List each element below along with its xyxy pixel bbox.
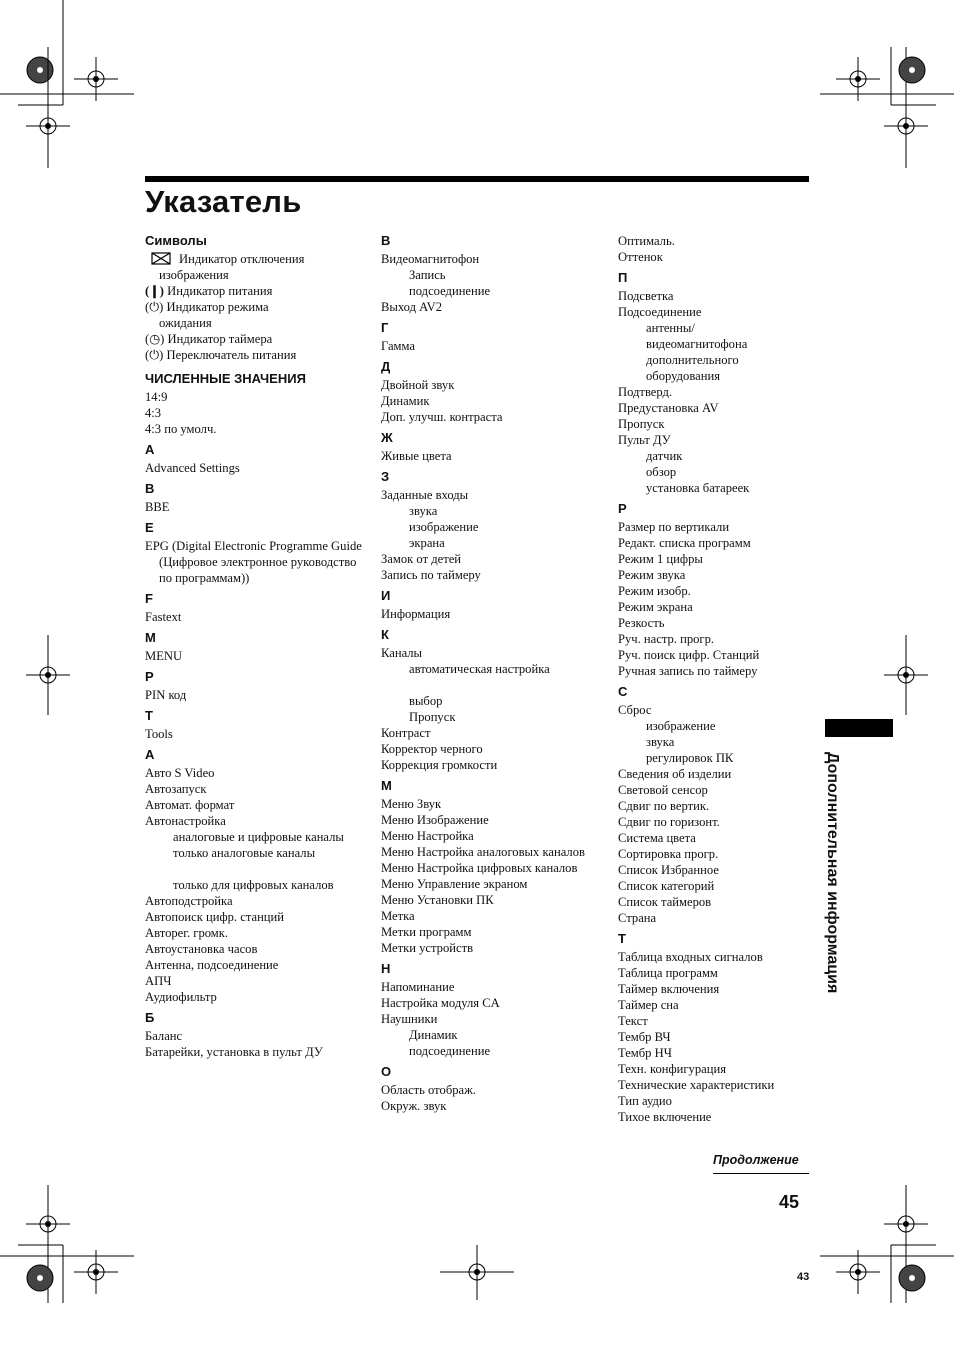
index-entry: Авто S Video <box>145 766 215 780</box>
index-entry: Оптималь. <box>618 234 675 248</box>
index-entry: Выход AV2 <box>381 300 443 314</box>
power-indicator-icon: (❙) <box>145 284 164 298</box>
index-entry: Доп. улучш. контраста <box>381 410 503 424</box>
top-left-mark <box>0 0 134 168</box>
index-entry: Каналы <box>381 646 423 660</box>
section-heading: F <box>145 591 153 606</box>
index-subentry: антенны/ видеомагнитофона <box>646 321 748 351</box>
index-entry: Наушники <box>381 1012 438 1026</box>
index-entry: Ручная запись по таймеру <box>618 664 758 678</box>
index-entry: Fastext <box>145 610 182 624</box>
index-entry: Двойной звук <box>381 378 455 392</box>
section-heading: З <box>381 469 390 484</box>
index-entry: Таблица входных сигналов <box>618 950 763 964</box>
bottom-left-mark <box>0 1185 134 1303</box>
section-heading: И <box>381 588 391 603</box>
index-entry: Информация <box>381 607 451 621</box>
page-title: Указатель <box>145 184 302 219</box>
index-entry: Меню Изображение <box>381 813 489 827</box>
index-entry: Сведения об изделии <box>618 767 732 781</box>
index-subentry: подсоединение <box>409 284 491 298</box>
index-entry: Меню Звук <box>381 797 442 811</box>
index-subentry: установка батареек <box>646 481 750 495</box>
section-tab <box>825 719 893 737</box>
index-entry: MENU <box>145 649 183 663</box>
section-heading: С <box>618 684 628 699</box>
index-entry: Подсоединение <box>618 305 702 319</box>
index-entry: Батарейки, установка в пульт ДУ <box>145 1045 323 1059</box>
right-middle-mark <box>884 635 928 715</box>
index-subentry: Динамик <box>409 1028 458 1042</box>
power-switch-icon: (⏻) <box>145 348 164 362</box>
index-entry: Режим звука <box>618 568 686 582</box>
section-heading: B <box>145 481 155 496</box>
index-entry: Напоминание <box>381 980 455 994</box>
index-entry: Технические характеристики <box>618 1078 775 1092</box>
section-heading: П <box>618 270 628 285</box>
index-entry: Руч. настр. прогр. <box>618 632 715 646</box>
index-subentry: Запись <box>409 268 446 282</box>
index-entry: Редакт. списка программ <box>618 536 751 550</box>
index-entry: Пульт ДУ <box>618 433 671 447</box>
index-entry: Световой сенсор <box>618 783 708 797</box>
section-heading: P <box>145 669 154 684</box>
index-entry: Настройка модуля CA <box>381 996 500 1010</box>
index-entry: Режим экрана <box>618 600 693 614</box>
index-column-2 <box>381 233 606 1114</box>
index-entry: Оттенок <box>618 250 663 264</box>
index-subentry: изображение экрана <box>409 520 479 550</box>
index-entry: Режим изобр. <box>618 584 691 598</box>
index-entry: Таблица программ <box>618 966 718 980</box>
index-entry: Автонастройка <box>145 814 226 828</box>
index-entry: 4:3 <box>145 406 162 420</box>
index-entry: Метки программ <box>381 925 472 939</box>
index-entry: Метка <box>381 909 415 923</box>
bottom-right-mark <box>820 1185 954 1303</box>
index-entry: Область отображ. <box>381 1083 476 1097</box>
section-heading: Г <box>381 320 389 335</box>
index-subentry: выбор <box>409 694 443 708</box>
index-entry: Страна <box>618 911 657 925</box>
section-heading: Б <box>145 1010 155 1025</box>
index-entry: Тип аудио <box>618 1094 672 1108</box>
index-entry: Сдвиг по вертик. <box>618 799 710 813</box>
index-entry-cont: ожидания <box>159 316 212 330</box>
section-heading: К <box>381 627 389 642</box>
index-entry-cont: изображения <box>159 268 229 282</box>
index-entry: BBE <box>145 500 170 514</box>
section-heading: E <box>145 520 154 535</box>
index-entry: Гамма <box>381 339 415 353</box>
page-number: 45 <box>779 1192 800 1212</box>
index-entry: Список категорий <box>618 879 715 893</box>
index-entry: Автозапуск <box>145 782 207 796</box>
index-entry: Система цвета <box>618 831 696 845</box>
index-subentry: автоматическая настройка <box>409 662 550 676</box>
index-entry: EPG (Digital Electronic Programme Guide (Цифровое электронное руководство по программам)) <box>145 539 362 585</box>
index-entry: Пропуск <box>618 417 665 431</box>
index-subentry: дополнительного оборудования <box>646 353 739 383</box>
index-entry: Динамик <box>381 394 430 408</box>
index-entry: Автоустановка часов <box>145 942 258 956</box>
section-heading: T <box>145 708 153 723</box>
index-entry: Тихое включение <box>618 1110 712 1124</box>
index-subentry: Пропуск <box>409 710 456 724</box>
index-entry: Автопоиск цифр. станций <box>145 910 285 924</box>
index-entry: Tools <box>145 727 173 741</box>
continued-underline <box>713 1173 809 1174</box>
picture-off-icon <box>151 252 171 265</box>
section-heading-symbols: Символы <box>145 233 207 248</box>
section-heading: A <box>145 442 155 457</box>
index-entry: Баланс <box>145 1029 183 1043</box>
index-entry: Таймер включения <box>618 982 720 996</box>
section-heading: Д <box>381 359 391 374</box>
index-entry: Сдвиг по горизонт. <box>618 815 720 829</box>
index-entry: Окруж. звук <box>381 1099 447 1113</box>
index-entry: Резкость <box>618 616 665 630</box>
index-entry: Advanced Settings <box>145 461 240 475</box>
index-subentry: изображение <box>646 719 716 733</box>
bottom-center-mark <box>440 1245 514 1300</box>
index-entry: Тембр НЧ <box>618 1046 672 1060</box>
section-heading: Т <box>618 931 626 946</box>
index-subentry: только для цифровых каналов <box>173 878 334 892</box>
index-entry: Сортировка прогр. <box>618 847 719 861</box>
section-heading: М <box>381 778 392 793</box>
index-entry: Авторег. громк. <box>145 926 229 940</box>
index-entry: Размер по вертикали <box>618 520 730 534</box>
index-subentry: звука <box>646 735 675 749</box>
continued-label: Продолжение <box>713 1153 799 1167</box>
section-heading: А <box>145 747 155 762</box>
index-entry: АПЧ <box>145 974 172 988</box>
index-entry: Меню Управление экраном <box>381 877 528 891</box>
index-subentry: обзор <box>646 465 677 479</box>
index-entry: Предустановка AV <box>618 401 719 415</box>
timer-icon: (◷) <box>145 332 165 346</box>
index-entry: Автомат. формат <box>145 798 235 812</box>
index-column-1 <box>145 233 370 1060</box>
index-entry: (⏻) Переключатель питания <box>145 348 297 362</box>
index-entry: Список Избранное <box>618 863 719 877</box>
index-entry: Сброс <box>618 703 652 717</box>
index-entry: Замок от детей <box>381 552 462 566</box>
index-entry: Контраст <box>381 726 431 740</box>
index-entry: Индикатор отключения <box>145 251 370 267</box>
index-entry: Подсветка <box>618 289 674 303</box>
index-entry: Текст <box>618 1014 648 1028</box>
index-entry: Техн. конфигурация <box>618 1062 727 1076</box>
section-heading: Ж <box>381 430 393 445</box>
index-subentry: регулировок ПК <box>646 751 734 765</box>
section-side-label: Дополнительная информация <box>824 752 841 994</box>
title-rule <box>145 176 809 182</box>
index-entry: 14:9 <box>145 390 168 404</box>
index-entry: Автоподстройка <box>145 894 233 908</box>
index-entry: Аудиофильтр <box>145 990 217 1004</box>
index-subentry: аналоговые и цифровые каналы <box>173 830 344 844</box>
index-entry: Список таймеров <box>618 895 712 909</box>
index-entry: Таймер сна <box>618 998 679 1012</box>
index-entry: (◷) Индикатор таймера <box>145 332 273 346</box>
index-entry: Заданные входы <box>381 488 469 502</box>
print-page-number: 43 <box>797 1271 810 1283</box>
section-heading: Р <box>618 501 627 516</box>
left-middle-mark <box>26 635 70 715</box>
index-entry: Меню Настройка цифровых каналов <box>381 861 578 875</box>
index-entry: (⏻) Индикатор режима <box>145 300 269 314</box>
index-entry: Режим 1 цифры <box>618 552 703 566</box>
section-heading: Н <box>381 961 391 976</box>
index-subentry: подсоединение <box>409 1044 491 1058</box>
index-entry: Руч. поиск цифр. Станций <box>618 648 760 662</box>
index-entry: Запись по таймеру <box>381 568 481 582</box>
index-entry: PIN код <box>145 688 187 702</box>
section-heading: M <box>145 630 156 645</box>
index-entry: Подтверд. <box>618 385 673 399</box>
index-entry: Тембр ВЧ <box>618 1030 671 1044</box>
index-subentry: датчик <box>646 449 683 463</box>
index-entry: Живые цвета <box>381 449 452 463</box>
index-entry: Корректор черного <box>381 742 483 756</box>
top-right-mark <box>820 47 954 168</box>
index-entry: Меню Настройка аналоговых каналов <box>381 845 585 859</box>
index-entry: Метки устройств <box>381 941 474 955</box>
section-heading: В <box>381 233 391 248</box>
standby-icon: (⏻) <box>145 300 164 314</box>
index-entry: Коррекция громкости <box>381 758 498 772</box>
index-entry: Антенна, подсоединение <box>145 958 279 972</box>
index-entry: 4:3 по умолч. <box>145 422 217 436</box>
index-entry: Меню Настройка <box>381 829 474 843</box>
section-heading: О <box>381 1064 392 1079</box>
index-column-3 <box>618 233 843 1125</box>
index-subentry: звука <box>409 504 438 518</box>
index-entry: (❙) Индикатор питания <box>145 284 273 298</box>
index-entry: Видеомагнитофон <box>381 252 480 266</box>
index-entry: Меню Установки ПК <box>381 893 494 907</box>
index-subentry: только аналоговые каналы <box>173 846 316 860</box>
section-heading-numeric: ЧИСЛЕННЫЕ ЗНАЧЕНИЯ <box>145 371 306 386</box>
